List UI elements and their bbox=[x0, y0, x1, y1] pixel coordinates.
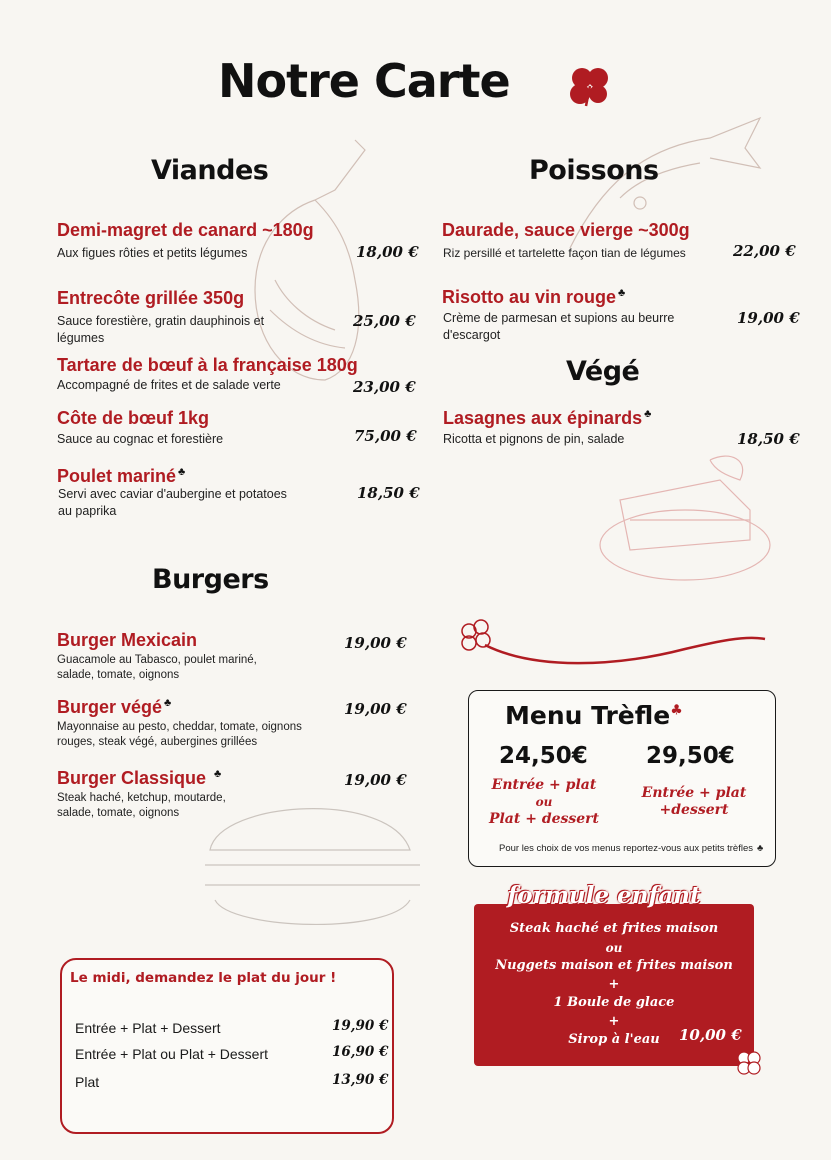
menu-trefle-title-text: Menu Trèfle bbox=[505, 701, 671, 730]
menu-trefle-box bbox=[468, 690, 776, 867]
formule-line-2: Nuggets maison et frites maison bbox=[495, 958, 733, 973]
section-poissons: Poissons bbox=[529, 155, 659, 186]
midi-row-price: 19,90 € bbox=[332, 1018, 389, 1034]
midi-row-label: Entrée + Plat + Dessert bbox=[75, 1020, 221, 1036]
section-burgers: Burgers bbox=[152, 564, 269, 595]
clover-icon: ♣ bbox=[214, 768, 222, 780]
formule-or: ou bbox=[605, 940, 623, 955]
clover-icon: ♣ bbox=[164, 697, 172, 709]
dish-desc: Sauce au cognac et forestière bbox=[57, 432, 224, 446]
menu-trefle-title bbox=[505, 701, 683, 730]
menu-option-1-line2: Plat + dessert bbox=[488, 811, 600, 827]
dish-name: Entrecôte grillée 350g bbox=[57, 288, 245, 308]
menu-option-2-line1: Entrée + plat bbox=[641, 785, 747, 801]
menu-option-1 bbox=[479, 777, 609, 828]
dish-price: 22,00 € bbox=[733, 242, 796, 260]
formule-enfant-title: formule enfant bbox=[507, 882, 701, 909]
dish-desc: Servi avec caviar d'aubergine et potatoes au paprika bbox=[58, 487, 287, 518]
dish-price: 19,00 € bbox=[737, 309, 800, 327]
menu-option-1-or: ou bbox=[535, 795, 553, 809]
dish-desc: Mayonnaise au pesto, cheddar, tomate, oignons rouges, steak végé, aubergines grillées bbox=[57, 721, 302, 748]
dish-desc: Crème de parmesan et supions au beurre d'escargot bbox=[443, 311, 675, 342]
formule-line-4: Sirop à l'eau bbox=[568, 1032, 660, 1047]
midi-row-price: 16,90 € bbox=[332, 1044, 389, 1060]
dish-desc: Guacamole au Tabasco, poulet mariné, salade, tomate, oignons bbox=[57, 654, 257, 681]
dish-desc: Aux figues rôties et petits légumes bbox=[57, 246, 248, 260]
clover-icon: ♣ bbox=[644, 408, 652, 420]
clover-icon: ♣ bbox=[178, 466, 186, 478]
dish-name-text: Poulet mariné bbox=[57, 466, 177, 486]
dish-name: Demi-magret de canard ~180g bbox=[57, 220, 314, 240]
dish-name-text: Lasagnes aux épinards bbox=[443, 408, 643, 428]
dish-price: 23,00 € bbox=[353, 378, 416, 396]
dish-name: Côte de bœuf 1kg bbox=[57, 408, 209, 428]
page-title: Notre Carte bbox=[218, 54, 510, 108]
menu-note-text: Pour les choix de vos menus reportez-vous aux petits trèfles bbox=[499, 843, 753, 854]
dish-name bbox=[57, 466, 185, 487]
menu-option-1-line1: Entrée + plat bbox=[491, 777, 597, 793]
dish-name-text: Burger végé bbox=[57, 697, 163, 717]
section-vege: Végé bbox=[566, 356, 640, 387]
dish-price: 18,50 € bbox=[357, 484, 420, 502]
formule-plus-1: + bbox=[608, 976, 620, 992]
dish-desc: Riz persillé et tartelette façon tian de légumes bbox=[443, 246, 686, 260]
midi-row-label: Plat bbox=[75, 1074, 100, 1090]
dish-name: Tartare de bœuf à la française 180g bbox=[57, 355, 358, 375]
dish-name bbox=[57, 768, 221, 789]
menu-option-2 bbox=[629, 785, 759, 819]
dish-name bbox=[443, 408, 651, 429]
dish-desc: Steak haché, ketchup, moutarde, salade, tomate, oignons bbox=[57, 792, 226, 819]
plat-du-jour-title: Le midi, demandez le plat du jour ! bbox=[70, 970, 337, 986]
dish-desc: Sauce forestière, gratin dauphinois et légumes bbox=[57, 314, 265, 345]
formule-price: 10,00 € bbox=[679, 1026, 742, 1044]
clover-swoosh-icon bbox=[455, 615, 770, 667]
dish-price: 18,00 € bbox=[356, 243, 419, 261]
menu-price-1: 24,50€ bbox=[499, 743, 588, 769]
midi-row-price: 13,90 € bbox=[332, 1072, 389, 1088]
clover-icon: ♣ bbox=[756, 843, 764, 854]
dish-name: Daurade, sauce vierge ~300g bbox=[442, 220, 690, 240]
dish-price: 19,00 € bbox=[344, 771, 407, 789]
dish-name bbox=[57, 697, 171, 718]
dish-desc: Ricotta et pignons de pin, salade bbox=[443, 432, 625, 446]
dish-desc: Accompagné de frites et de salade verte bbox=[57, 378, 281, 392]
dish-name bbox=[442, 287, 625, 308]
clover-icon: ♣ bbox=[670, 702, 683, 719]
dish-price: 19,00 € bbox=[344, 634, 407, 652]
lasagna-sketch bbox=[590, 440, 780, 590]
formule-line-3: 1 Boule de glace bbox=[553, 995, 675, 1010]
formule-plus-2: + bbox=[608, 1013, 620, 1029]
menu-price-2: 29,50€ bbox=[646, 743, 735, 769]
midi-row-label: Entrée + Plat ou Plat + Dessert bbox=[75, 1046, 268, 1062]
formule-enfant-box bbox=[474, 882, 754, 1066]
clover-icon bbox=[566, 64, 614, 108]
dish-price: 25,00 € bbox=[353, 312, 416, 330]
dish-price: 75,00 € bbox=[354, 427, 417, 445]
section-viandes: Viandes bbox=[151, 155, 269, 186]
dish-price: 19,00 € bbox=[344, 700, 407, 718]
plat-du-jour-box bbox=[60, 958, 394, 1134]
dish-name: Burger Mexicain bbox=[57, 630, 198, 650]
menu-option-2-line2: +dessert bbox=[659, 802, 729, 818]
clover-icon bbox=[734, 1048, 764, 1078]
clover-icon: ♣ bbox=[618, 287, 626, 299]
menu-note bbox=[499, 843, 763, 854]
dish-name-text: Risotto au vin rouge bbox=[442, 287, 617, 307]
formule-line-1: Steak haché et frites maison bbox=[509, 921, 719, 936]
dish-name-text: Burger Classique bbox=[57, 768, 207, 788]
dish-price: 18,50 € bbox=[737, 430, 800, 448]
